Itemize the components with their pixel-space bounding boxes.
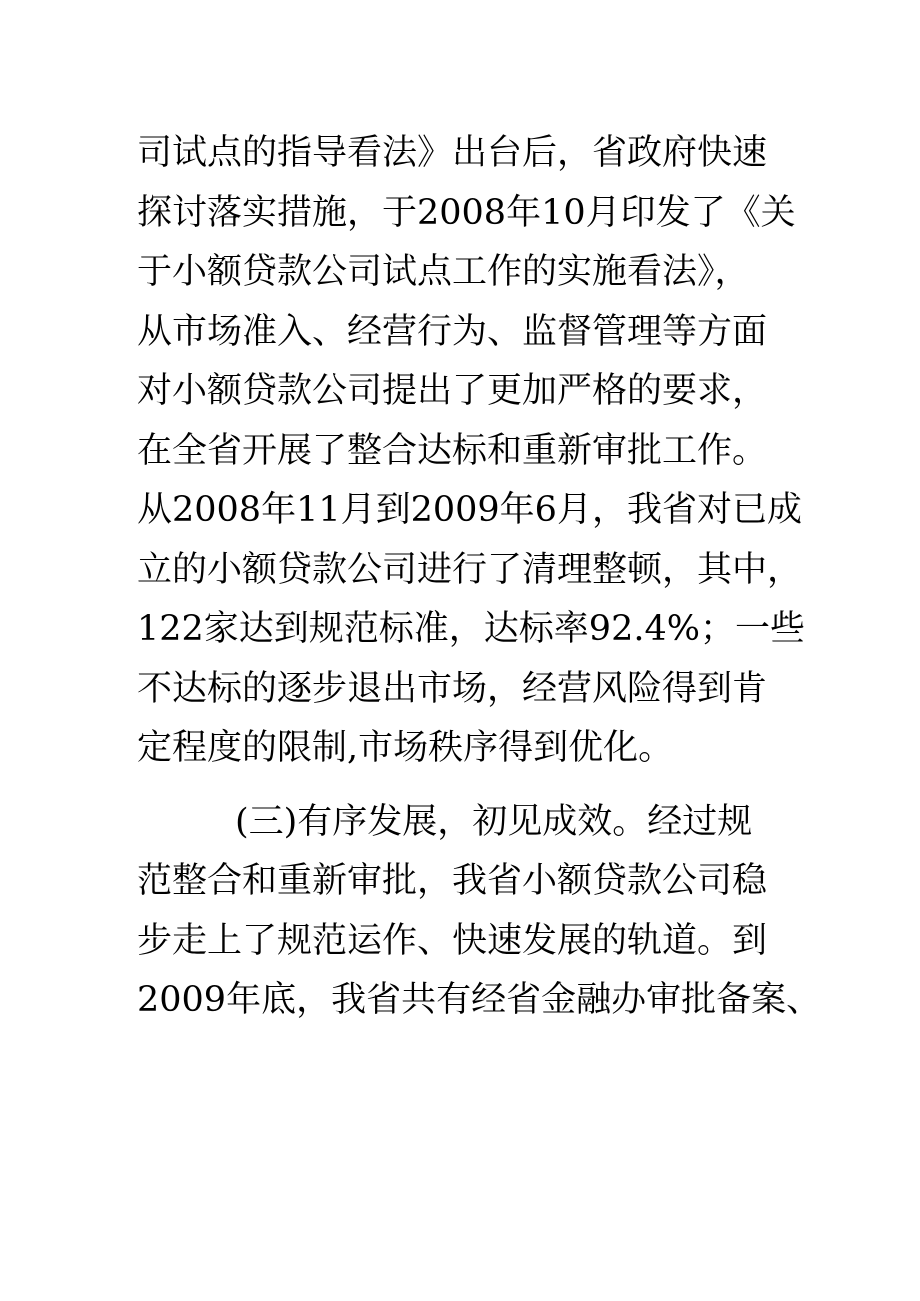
text-line: 122家达到规范标准，达标率92.4%；一些	[137, 609, 805, 649]
paragraph	[137, 793, 822, 1031]
text-line: 步走上了规范运作、快速发展的轨道。到	[137, 920, 768, 961]
paragraph-spacer	[137, 779, 817, 793]
text-line: 定程度的限制,市场秩序得到优化。	[137, 728, 674, 768]
text-line: 探讨落实措施，于2008年10月印发了《关	[137, 192, 796, 233]
text-line: 2009年底，我省共有经省金融办审批备案、	[137, 980, 822, 1020]
text-line: 从2008年11月到2009年6月，我省对已成	[137, 490, 802, 530]
text-line: 司试点的指导看法》出台后，省政府快速	[137, 133, 768, 173]
text-line-first-indented: (三)有序发展，初见成效。经过规	[235, 801, 753, 842]
text-line: 于小额贷款公司试点工作的实施看法》，	[137, 252, 750, 292]
text-line: 范整合和重新审批，我省小额贷款公司稳	[137, 861, 768, 901]
text-line: 对小额贷款公司提出了更加严格的要求，	[137, 371, 768, 411]
text-line: 立的小额贷款公司进行了清理整顿，其中，	[137, 549, 803, 590]
text-line: 在全省开展了整合达标和重新审批工作。	[137, 430, 768, 471]
paragraph	[137, 124, 817, 779]
body-text	[137, 124, 822, 1031]
text-line: 不达标的逐步退出市场，经营风险得到肯	[137, 668, 768, 709]
text-line: 从市场准入、经营行为、监督管理等方面	[137, 311, 768, 352]
